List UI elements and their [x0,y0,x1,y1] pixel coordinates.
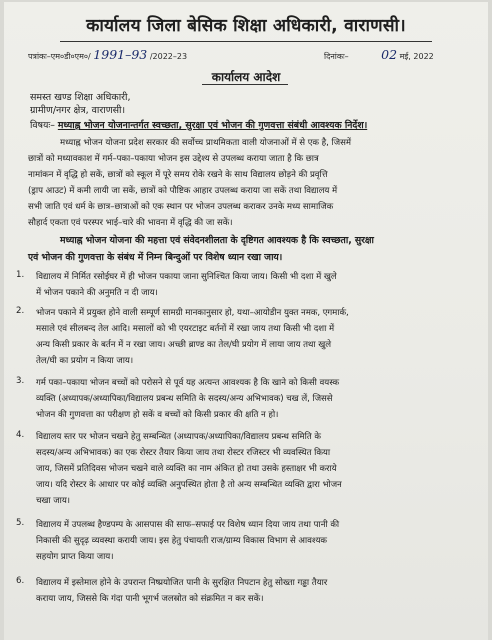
order-title-underline [202,84,288,85]
subject-label: विषयः– [30,120,55,131]
address-line-1: समस्त खण्ड शिक्षा अधिकारी, [30,92,131,103]
point-line: विद्यालय स्तर पर भोजन चखने हेतु सम्बन्धित (अध्यापक/अध्यापिका/विद्यालय प्रबन्ध समिति के [36,432,321,442]
office-heading: कार्यालय जिला बेसिक शिक्षा अधिकारी, वाराणसी। [86,16,406,36]
point-line: अन्य किसी प्रकार के बर्तन में न रखा जाय। अच्छी ब्राण्ड का तेल/घी प्रयोग में लाया जाय तथा खुले [36,340,332,350]
point-line: विद्यालय में इस्तेमाल होने के उपरान्त निष्प्रयोजित पानी के सुरक्षित निपटान हेतु सोख्ता गड्ढा तैयार [36,578,328,588]
para1-line: सभी जाति एवं धर्म के छात्र–छात्राओं को एक स्थान पर भोजन उपलब्ध कराकर उनके मध्य सामाजिक [28,202,334,212]
para2-line: मध्याह्न भोजन योजना की महत्ता एवं संवेदनशीलता के दृष्टिगत आवश्यक है कि स्वच्छता, सुरक्षा [60,235,374,246]
order-title: कार्यालय आदेश [211,70,281,84]
point-line: गर्म पका–पकाया भोजन बच्चों को परोसने से पूर्व यह अत्यन्त आवश्यक है कि खाने को किसी वयस्क [36,378,340,388]
para1-line: सौहार्द एकता एवं परस्पर भाई–चारे की भावना में वृद्धि की जा सकें। [28,218,233,228]
date-line [324,47,434,62]
point-number: 3. [16,376,25,386]
para1-line: छात्रों को मध्यावकाश में गर्म–पका–पकाया भोजन इस उद्देश्य से उपलब्ध कराया जाता है कि छात्र [28,154,319,164]
date-label: दिनांकः– [324,52,349,61]
address-line-2: ग्रामीण/नगर क्षेत्र, वाराणसी। [30,105,126,116]
para1-line: (ड्राप आउट) में कमी लायी जा सकें, छात्रों को पौष्टिक आहार उपलब्ध कराया जा सकें तथा विद्यालय में [28,186,338,196]
point-line: में भोजन पकाने की अनुमति न दी जाय। [36,288,158,298]
heading-underline [60,41,432,42]
point-line: सदस्य/अन्य अभिभावक) का एक रोस्टर तैयार किया जाय तथा रोस्टर रजिस्टर भी व्यवस्थित किया [36,448,331,458]
document-page [4,2,488,640]
point-line: जाय। यदि रोस्टर के आधार पर कोई व्यक्ति अनुपस्थित होता है तो अन्य सम्बन्धित व्यक्ति द्वारा भोजन [36,480,342,490]
point-number: 5. [16,518,25,528]
letter-suffix: /2022–23 [149,52,188,61]
point-number: 2. [16,306,25,316]
para2-line: एवं भोजन की गुणवत्ता के संबंध में निम्न बिन्दुओं पर विशेष ध्यान रखा जाय। [28,252,283,263]
letter-number-line [28,47,187,62]
para1-line: मध्याह्न भोजन योजना प्रदेश सरकार की सर्वोच्च प्राथमिकता वाली योजनाओं में से एक है, जिसमें [60,138,351,148]
letter-number-handwritten: 1991–93 [93,47,148,62]
point-line: विद्यालय में निर्मित रसोईघर में ही भोजन पकाया जाना सुनिश्चित किया जाय। किसी भी दशा में खुले [36,272,337,282]
date-rest: मई, 2022 [399,52,434,61]
point-line: भोजन की गुणवत्ता का परीक्षण हो सकें व बच्चों को किसी प्रकार की क्षति न हो। [36,410,279,420]
point-line: विद्यालय में उपलब्ध हैण्डपम्प के आसपास की साफ–सफाई पर विशेष ध्यान दिया जाय तथा पानी की [36,520,340,530]
point-line: सहयोग प्राप्त किया जाय। [36,552,114,562]
point-line: कराया जाय, जिससे कि गंदा पानी भूगर्भ जलस्रोत को संक्रमित न कर सकें। [36,594,264,604]
point-line: भोजन पकाने में प्रयुक्त होने वाली सम्पूर्ण सामग्री मानकानुसार हो, यथा–आयोडीन युक्त नमक, एगमार्क, [36,308,349,318]
point-number: 1. [16,270,25,280]
date-day-handwritten: 02 [381,47,398,62]
subject-text: मध्याह्न भोजन योजनान्तर्गत स्वच्छता, सुरक्षा एवं भोजन की गुणवत्ता संबंधी आवश्यक निर्देश। [57,120,368,131]
point-line: मसाले एवं सीलबन्द तेल आदि। मसालों को भी एयरटाइट बर्तनों में रखा जाय तथा किसी भी दशा में [36,324,335,334]
subject-line [30,118,367,131]
point-line: चखा जाय। [36,496,70,506]
para1-line: नामांकन में वृद्धि हो सकें, छात्रों को स्कूल में पूरे समय रोके रखने के साथ विद्यालय छोड़ने की प्रवृत्ति [28,170,328,180]
point-line: व्यक्ति (अध्यापक/अध्यापिका/विद्यालय प्रबन्ध समिति के सदस्य/अन्य अभिभावक) चख लें, जिससे [36,394,333,404]
point-line: तेल/घी का प्रयोग न किया जाय। [36,356,134,366]
point-number: 6. [16,576,25,586]
point-line: निकासी की सुदृढ़ व्यवस्था करायी जाय। इस हेतु पंचायती राज/ग्राम्य विकास विभाग से आवश्यक [36,536,327,546]
point-number: 4. [16,430,25,440]
point-line: जाय, जिसमें प्रतिदिवस भोजन चखने वाले व्यक्ति का नाम अंकित हो तथा उसके हस्ताक्षर भी कराये [36,464,337,474]
letter-prefix: पत्रांकः–एम०डी०एम०/ [28,52,91,61]
